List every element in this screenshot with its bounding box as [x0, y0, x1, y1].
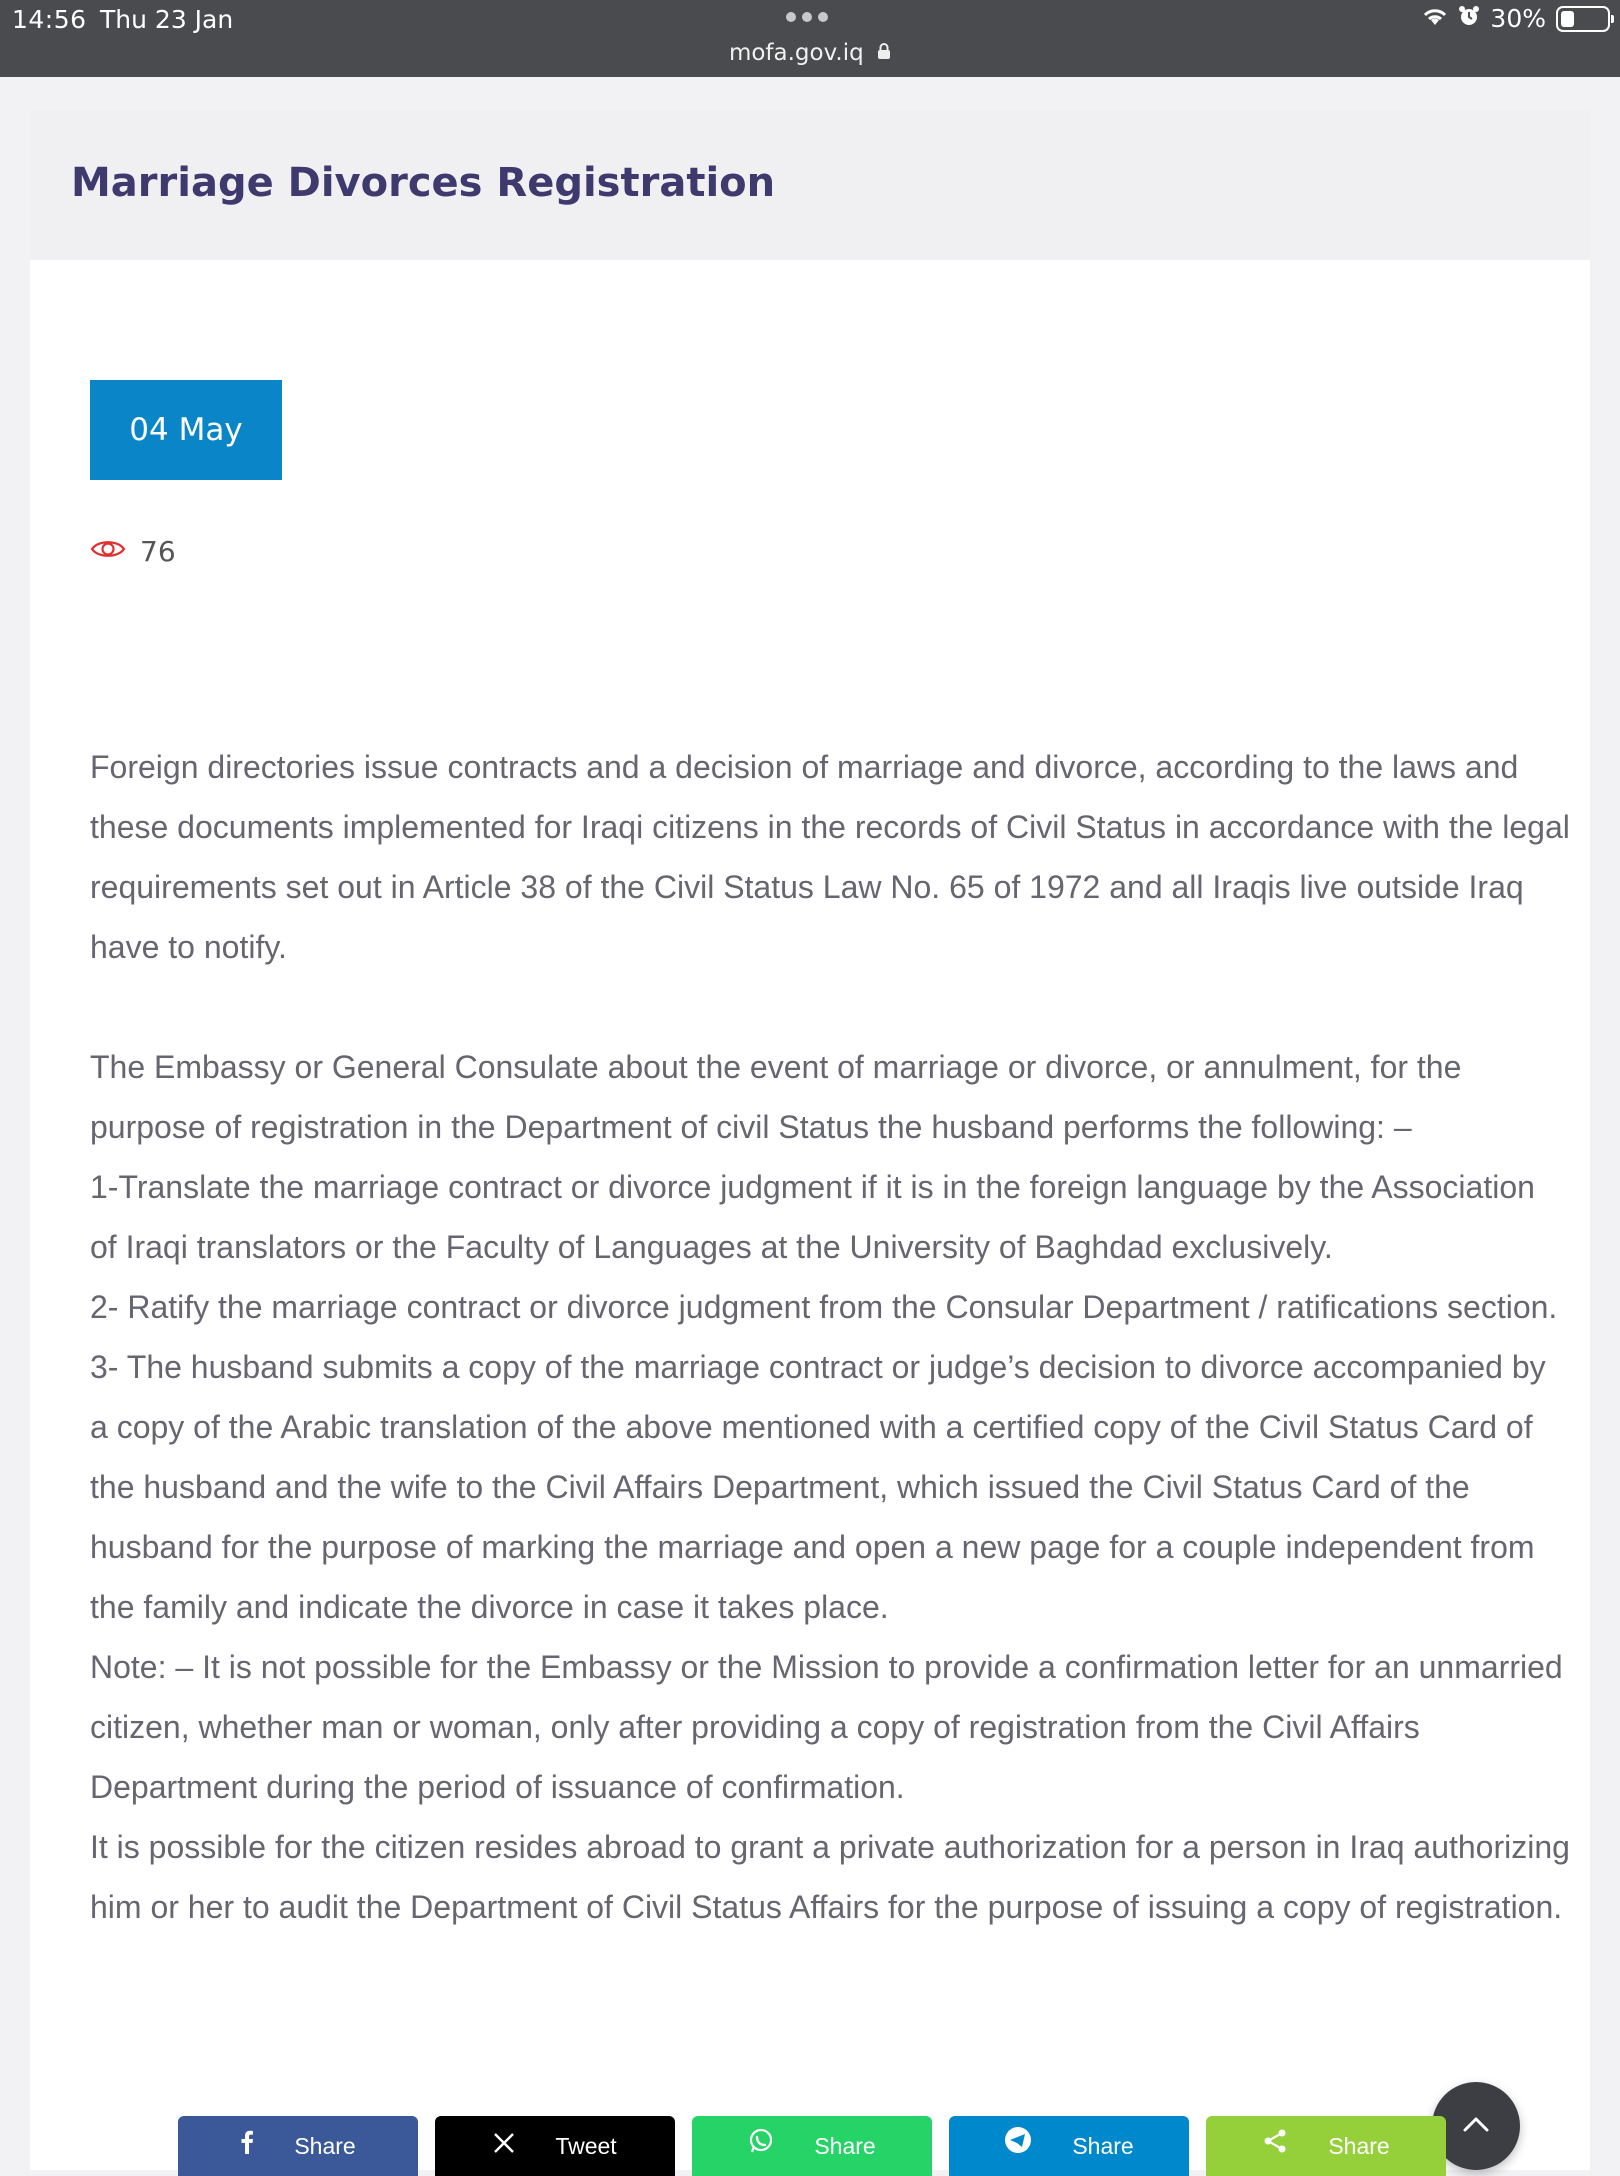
views-counter	[90, 535, 176, 568]
article-step: 1-Translate the marriage contract or divorce judgment if it is in the foreign language by the Association of Iraqi translators or the Faculty of Languages at the University of Baghdad exclusively.	[90, 1169, 1535, 1265]
share-icon	[1262, 2128, 1288, 2160]
tweet-label: Tweet	[555, 2133, 617, 2159]
views-count: 76	[140, 535, 176, 568]
status-date: Thu 23 Jan	[100, 5, 234, 34]
status-indicators	[1422, 4, 1610, 33]
battery-percent: 30%	[1490, 4, 1546, 33]
more-dots-icon[interactable]	[786, 12, 828, 22]
eye-icon	[90, 535, 126, 568]
share-label: Share	[1328, 2133, 1390, 2159]
status-time: 14:56	[12, 5, 87, 34]
date-badge: 04 May	[90, 380, 282, 480]
whatsapp-share-button[interactable]	[692, 2116, 932, 2176]
share-label: Share	[814, 2133, 876, 2159]
whatsapp-icon	[748, 2128, 774, 2160]
article-step: 3- The husband submits a copy of the marriage contract or judge’s decision to divorce accompanied by a copy of the Arabic translation of the above mentioned with a certified copy of the Civil Status Card of the husband and the wife to the Civil Affairs Department, which issued the Civil Status Card of the husband for the purpose of marking the marriage and open a new page for a couple independent from the family and indicate the divorce in case it takes place.	[90, 1349, 1546, 1625]
article-paragraph: The Embassy or General Consulate about the event of marriage or divorce, or annulment, for the purpose of registration in the Department of civil Status the husband performs the following: –	[90, 1049, 1462, 1145]
article-note: Note: – It is not possible for the Embassy or the Mission to provide a confirmation letter for an unmarried citizen, whether man or woman, only after providing a copy of registration from the Civil Affairs Department during the period of issuance of confirmation.	[90, 1649, 1563, 1805]
page-title: Marriage Divorces Registration	[71, 160, 776, 206]
alarm-icon	[1458, 4, 1480, 33]
address-bar[interactable]	[0, 40, 1620, 66]
generic-share-button[interactable]	[1206, 2116, 1446, 2176]
wifi-icon	[1422, 4, 1448, 33]
article-body	[90, 737, 1570, 1937]
share-bar	[178, 2116, 1446, 2176]
x-icon	[493, 2132, 515, 2160]
title-bar	[30, 110, 1590, 260]
battery-icon	[1556, 6, 1610, 32]
share-label: Share	[294, 2133, 356, 2159]
x-tweet-button[interactable]	[435, 2116, 675, 2176]
telegram-icon	[1004, 2126, 1032, 2160]
article-step: 2- Ratify the marriage contract or divorce judgment from the Consular Department / ratifications section.	[90, 1289, 1558, 1325]
content-card	[30, 110, 1590, 2170]
telegram-share-button[interactable]	[949, 2116, 1189, 2176]
facebook-share-button[interactable]	[178, 2116, 418, 2176]
facebook-icon	[240, 2130, 254, 2160]
article-paragraph: It is possible for the citizen resides abroad to grant a private authorization for a person in Iraq authorizing him or her to audit the Department of Civil Status Affairs for the purpose of issuing a copy of registration.	[90, 1829, 1570, 1925]
lock-icon	[877, 44, 891, 65]
share-label: Share	[1072, 2133, 1134, 2159]
status-bar	[0, 0, 1620, 77]
article-paragraph: Foreign directories issue contracts and a decision of marriage and divorce, according to the laws and these documents implemented for Iraqi citizens in the records of Civil Status in accordance with the legal requirements set out in Article 38 of the Civil Status Law No. 65 of 1972 and all Iraqis live outside Iraq have to notify.	[90, 749, 1570, 965]
chevron-up-icon	[1462, 2115, 1490, 2137]
url-text: mofa.gov.iq	[728, 40, 864, 66]
